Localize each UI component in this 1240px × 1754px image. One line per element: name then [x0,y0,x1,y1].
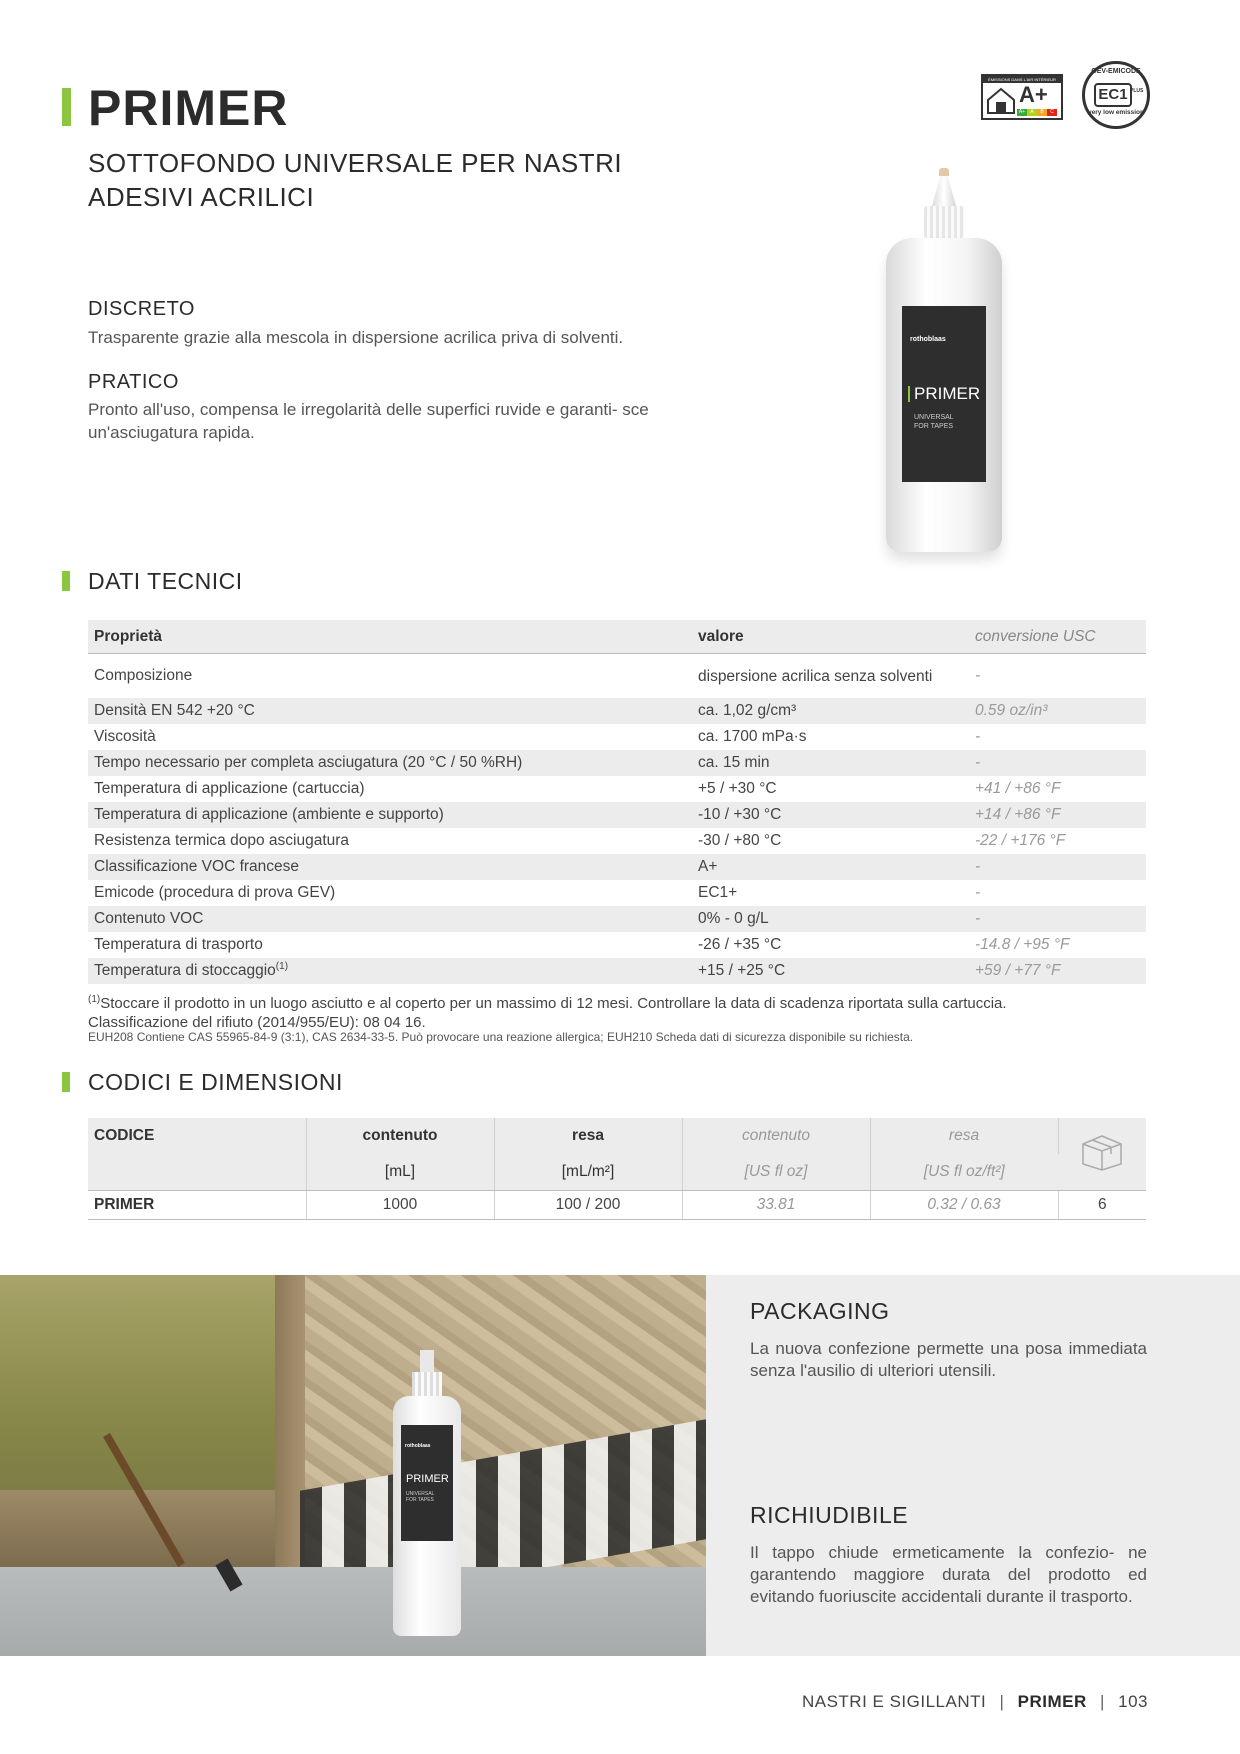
tech-col-value: valore [692,620,969,654]
emicode-plus: PLUS [1130,88,1144,94]
tech-prop: Classificazione VOC francese [88,854,692,880]
codes-col-pieces [1058,1118,1146,1191]
footer-section: NASTRI E SIGILLANTI [801,1692,987,1711]
bottle-product-name: PRIMER [914,384,981,403]
emission-scale-b: B [1037,109,1047,116]
tech-usc: +59 / +77 °F [969,958,1146,984]
tech-usc: +41 / +86 °F [975,780,1061,797]
photo-bottle-brand: rothoblaas [405,1443,431,1449]
table-row [88,828,1146,854]
tech-value: 0% - 0 g/L [692,906,969,932]
tech-waste-classification: Classificazione del rifiuto (2014/955/EU): 08 04 16. [88,1014,426,1031]
table-row [88,654,1146,699]
house-icon [986,86,1016,114]
table-row [88,724,1146,750]
tech-value: EC1+ [698,884,738,901]
emission-grade: A+ [1019,82,1048,107]
photo-bottle-cap [412,1372,442,1398]
codes-col-code: CODICE [88,1118,306,1154]
bottle-line2: FOR TAPES [914,423,954,430]
tech-prop: Temperatura di applicazione (ambiente e supporto) [88,802,692,828]
codes-yield: 100 / 200 [494,1191,682,1220]
tech-prop: Densità EN 542 +20 °C [88,698,692,724]
bottle-line1: UNIVERSAL [914,414,954,421]
tech-prop: Composizione [94,667,193,684]
tech-table [88,620,1146,984]
table-row [88,932,1146,958]
codes-unit-yield: [mL/m²] [494,1154,682,1191]
emission-badge-caption: ÉMISSIONS DANS L'AIR INTÉRIEUR [983,76,1061,83]
tech-footnote-ref: (1) [88,994,101,1005]
tech-value: +5 / +30 °C [698,780,777,797]
bottle-cap [924,206,964,238]
page-title: PRIMER [88,80,289,136]
title-accent-bar [62,88,71,126]
tech-usc: 0.59 oz/in³ [969,698,1146,724]
table-row [88,958,1146,984]
tech-usc: -14.8 / +95 °F [975,936,1070,953]
codes-unit-content: [mL] [306,1154,494,1191]
feature-text-discreto: Trasparente grazie alla mescola in dispersione acrilica priva di solventi. [88,328,624,347]
emicode-grade: EC1 [1094,83,1132,107]
tech-prop-footnote-ref: (1) [275,961,289,973]
tech-prop: Emicode (procedura di prova GEV) [94,884,336,901]
table-row [88,802,1146,828]
codes-unit-code [88,1154,306,1191]
tech-prop-text: Temperatura di stoccaggio [94,962,276,980]
codes-unit-content-us: [US fl oz] [682,1154,870,1191]
table-row [88,750,1146,776]
codes-yield-us: 0.32 / 0.63 [870,1191,1058,1220]
footer-product: PRIMER [1017,1692,1087,1711]
tech-prop: Temperatura di trasporto [94,936,263,953]
tech-usc: - [969,854,1146,880]
tech-usc: - [975,728,981,745]
tech-col-usc: conversione USC [969,620,1146,654]
table-row [88,906,1146,932]
codes-col-content: contenuto [306,1118,494,1154]
tech-value: ca. 15 min [692,750,969,776]
tech-usc: - [975,884,981,901]
tech-usc: - [975,667,981,684]
feature-heading-discreto: DISCRETO [88,298,195,320]
tech-prop: Tempo necessario per completa asciugatura (20 °C / 50 %RH) [88,750,692,776]
bottle-label [902,306,986,482]
feature-text-pratico: Pronto all'uso, compensa le irregolarità delle superfici ruvide e garanti- sce un'asciugatura rapida. [88,400,649,442]
emission-scale [1017,109,1057,116]
tech-usc: - [969,750,1146,776]
bottle-nozzle-tip [939,168,949,176]
tech-prop: Contenuto VOC [88,906,692,932]
tech-header-row [88,620,1146,654]
table-row [88,776,1146,802]
photo-bottle-label [401,1425,453,1541]
photo-concrete [0,1567,706,1656]
emission-scale-a: A [1027,109,1037,116]
tech-value: +15 / +25 °C [692,958,969,984]
resealable-text: Il tappo chiude ermeticamente la confezio- ne garantendo maggiore durata del prodotto ed evitando fuoriuscite accidentali durante il trasporto. [750,1543,1147,1606]
codes-col-yield: resa [494,1118,682,1154]
codes-content: 1000 [306,1191,494,1220]
feature-heading-pratico: PRATICO [88,371,179,393]
photo-lawn [0,1275,300,1495]
codes-section-accent [62,1072,70,1092]
emission-scale-c: C [1047,109,1057,116]
tech-value: -10 / +30 °C [692,802,969,828]
photo-bottle-line1: UNIVERSAL [406,1491,435,1497]
emicode-bottom-label: very low emission [1088,109,1144,116]
codes-col-content-us: contenuto [682,1118,870,1154]
emicode-badge [1082,61,1150,129]
codes-code: PRIMER [88,1191,306,1220]
tech-footnote [88,990,1168,1032]
photo-bottle-nozzle [420,1350,434,1372]
table-row [88,854,1146,880]
bottle-nozzle [932,176,956,206]
tech-usc: - [969,906,1146,932]
bottle-label-accent [908,386,910,402]
packaging-text: La nuova confezione permette una posa immediata senza l'ausilio di ulteriori utensili. [750,1339,1147,1380]
package-box-icon [1079,1132,1125,1172]
footer-page-number: 103 [1118,1692,1148,1711]
tech-col-property: Proprietà [88,620,692,654]
table-row [88,880,1146,906]
codes-pieces: 6 [1058,1191,1146,1220]
codes-section-heading: CODICI E DIMENSIONI [88,1069,343,1095]
tech-value: dispersione acrilica senza solventi [698,667,933,685]
tech-value: -26 / +35 °C [698,936,782,953]
page-subtitle: SOTTOFONDO UNIVERSALE PER NASTRI ADESIVI ACRILICI [88,148,623,212]
tech-section-heading: DATI TECNICI [88,568,243,594]
tech-value: A+ [692,854,969,880]
emission-scale-aplus: A+ [1018,109,1026,115]
table-row [88,698,1146,724]
emission-badge [981,74,1063,120]
tech-usc: -22 / +176 °F [975,832,1066,849]
tech-value: ca. 1,02 g/cm³ [692,698,969,724]
codes-col-yield-us: resa [870,1118,1058,1154]
table-row [88,1191,1146,1220]
application-photo [0,1275,706,1656]
tech-value: -30 / +80 °C [698,832,782,849]
product-bottle-image [880,168,1008,552]
photo-bottle-product-name: PRIMER [406,1473,449,1485]
resealable-heading: RICHIUDIBILE [750,1502,909,1528]
bottle-brand: rothoblaas [910,336,946,343]
codes-content-us: 33.81 [682,1191,870,1220]
tech-hazard-note: EUH208 Contiene CAS 55965-84-9 (3:1), CAS 2634-33-5. Può provocare una reazione allergica; EUH210 Scheda dati di sicurezza disponibile su richiesta. [88,1030,914,1044]
page-footer: NASTRI E SIGILLANTI | PRIMER | 103 [801,1692,1148,1711]
emicode-top-label: GEV-EMICODE [1091,68,1141,75]
photo-bottle-line2: FOR TAPES [406,1497,434,1503]
tech-prop: Temperatura di applicazione (cartuccia) [94,780,365,797]
tech-prop: Viscosità [94,728,156,745]
codes-unit-yield-us: [US fl oz/ft²] [870,1154,1058,1191]
codes-table [88,1118,1146,1220]
tech-usc: +14 / +86 °F [969,802,1146,828]
tech-section-accent [62,571,70,591]
tech-prop [88,958,692,984]
tech-value: ca. 1700 mPa·s [698,728,807,745]
packaging-heading: PACKAGING [750,1298,890,1324]
tech-prop: Resistenza termica dopo asciugatura [94,832,350,849]
codes-header-row [88,1118,1146,1154]
codes-units-row [88,1154,1146,1191]
tech-footnote-text: Stoccare il prodotto in un luogo asciutto e al coperto per un massimo di 12 mesi. Controllare la data di scadenza riportata sulla cartuccia. [100,995,1007,1012]
